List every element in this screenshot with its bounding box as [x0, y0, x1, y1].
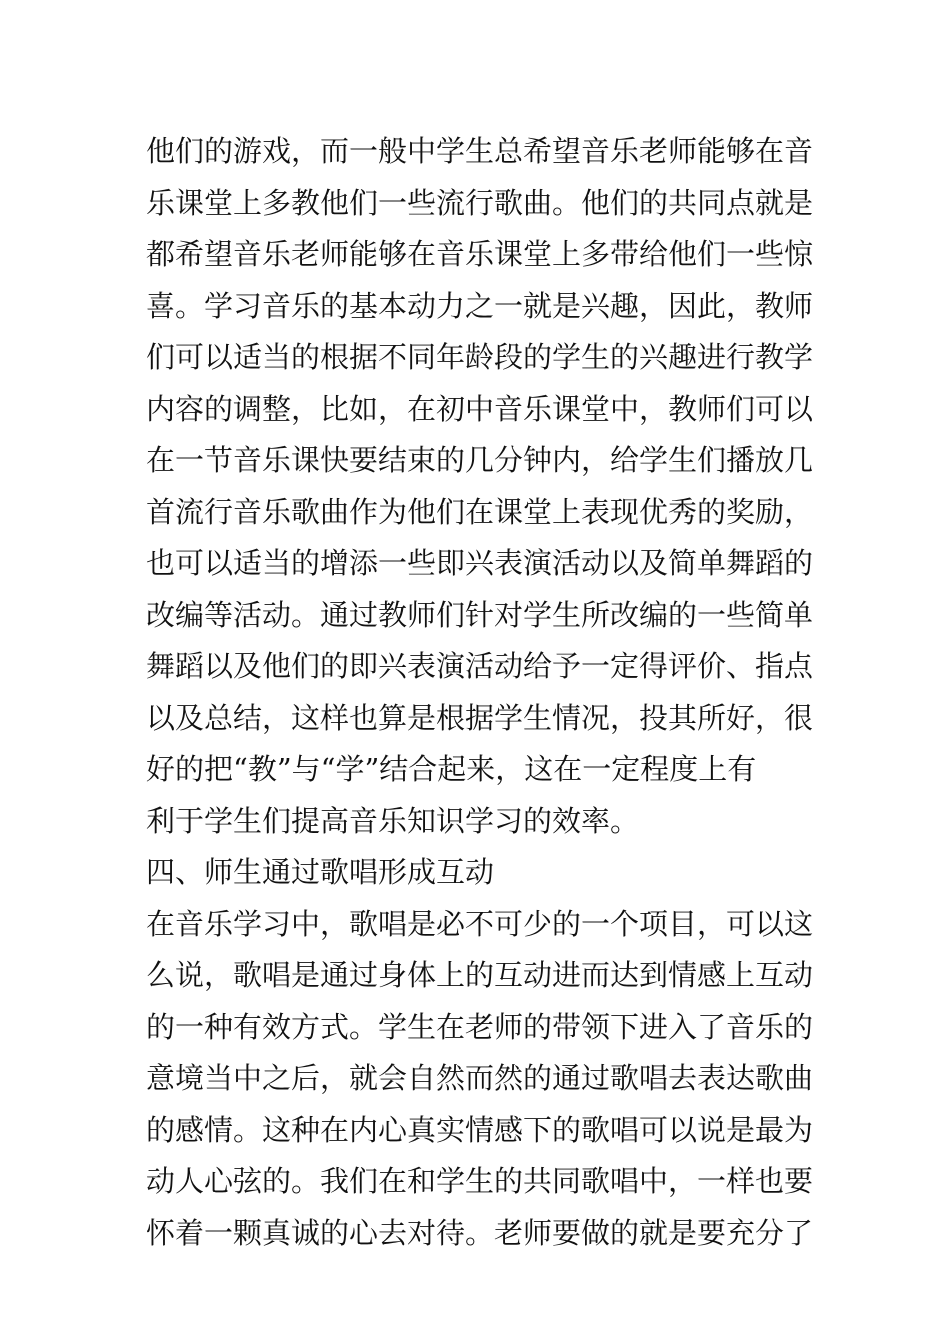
text-line: 改编等活动。通过教师们针对学生所改编的一些简单	[146, 597, 814, 632]
text-line: 以及总结，这样也算是根据学生情况，投其所好，很	[146, 700, 814, 735]
text-line: 都希望音乐老师能够在音乐课堂上多带给他们一些惊	[146, 237, 814, 271]
body-text	[146, 126, 816, 1259]
text-line: 舞蹈以及他们的即兴表演活动给予一定得评价、指点	[146, 649, 814, 683]
text-line: 怀着一颗真诚的心去对待。老师要做的就是要充分了	[146, 1215, 814, 1250]
text-line: 么说，歌唱是通过身体上的互动进而达到情感上互动	[146, 958, 814, 992]
text-line: 的感情。这种在内心真实情感下的歌唱可以说是最为	[146, 1112, 814, 1147]
section-heading: 四、师生通过歌唱形成互动	[146, 855, 495, 889]
text-line: 在音乐学习中，歌唱是必不可少的一个项目，可以这	[146, 906, 814, 941]
text-line: 利于学生们提高音乐知识学习的效率。	[146, 803, 640, 838]
text-line: 喜。学习音乐的基本动力之一就是兴趣，因此，教师	[146, 288, 814, 323]
text-line: 的一种有效方式。学生在老师的带领下进入了音乐的	[146, 1009, 814, 1044]
text-line: 乐课堂上多教他们一些流行歌曲。他们的共同点就是	[146, 185, 814, 220]
text-line: 他们的游戏，而一般中学生总希望音乐老师能够在音	[146, 134, 814, 168]
text-line: 内容的调整，比如，在初中音乐课堂中，教师们可以	[146, 391, 814, 426]
text-line: 动人心弦的。我们在和学生的共同歌唱中，一样也要	[146, 1164, 814, 1198]
text-line: 也可以适当的增添一些即兴表演活动以及简单舞蹈的	[146, 546, 814, 580]
text-line: 好的把“教”与“学”结合起来，这在一定程度上有	[146, 752, 757, 786]
text-line: 在一节音乐课快要结束的几分钟内，给学生们播放几	[146, 443, 814, 477]
text-line: 意境当中之后，就会自然而然的通过歌唱去表达歌曲	[146, 1061, 814, 1095]
text-line: 首流行音乐歌曲作为他们在课堂上表现优秀的奖励，	[146, 494, 814, 529]
text-line: 们可以适当的根据不同年龄段的学生的兴趣进行教学	[146, 340, 814, 374]
